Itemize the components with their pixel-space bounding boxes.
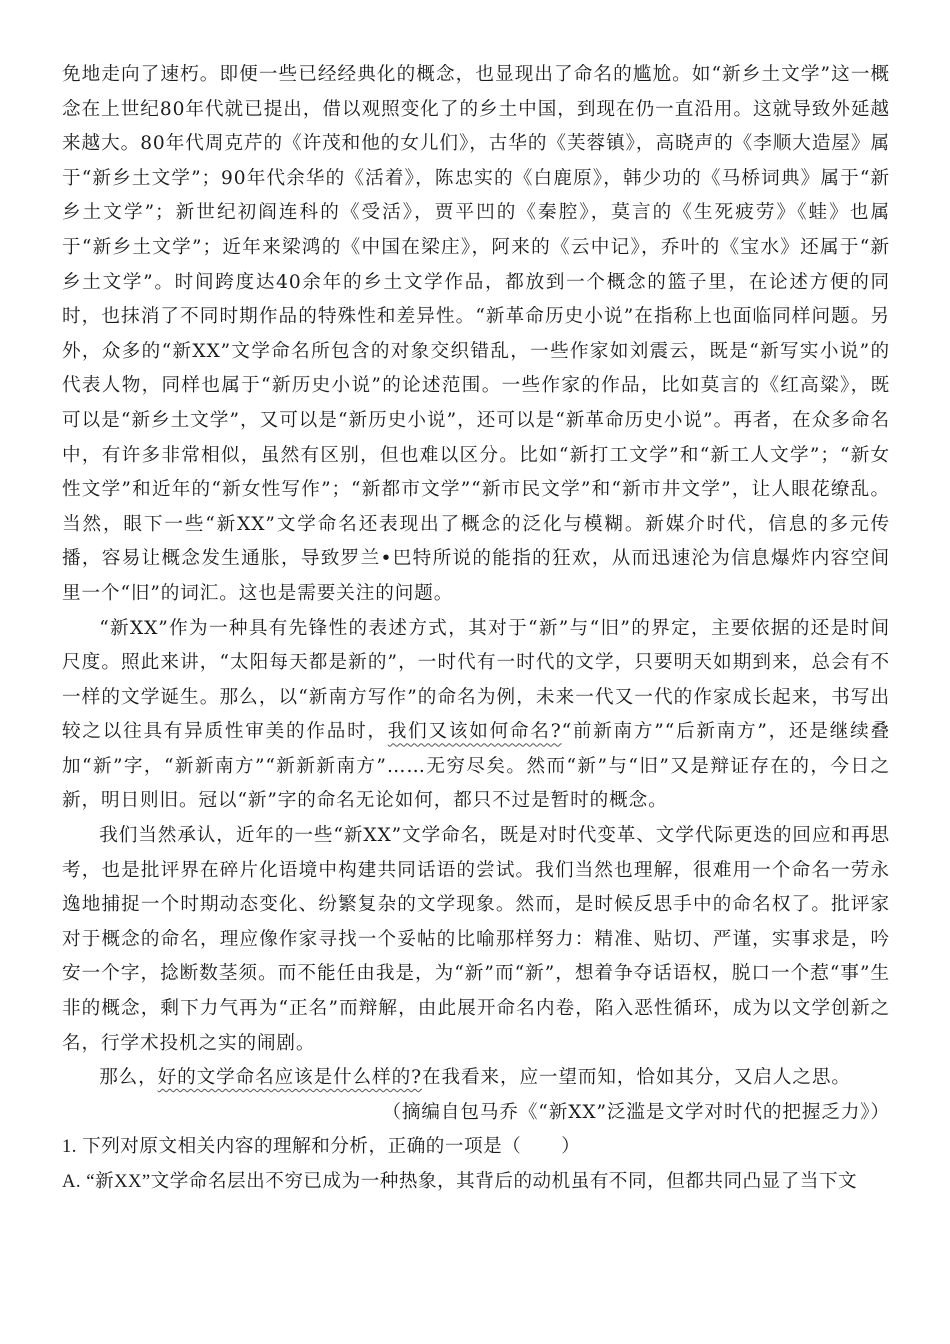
paragraph-1: 免地走向了速朽。即便一些已经经典化的概念，也显现出了命名的尴尬。如“新乡土文学”这一概念在上世纪80年代就已提出，借以观照变化了的乡土中国，到现在仍一直沿用。这就导致外延越来越大。80年代周克芹的《许茂和他的女儿们》，古华的《芙蓉镇》，高晓声的《李顺大造屋》属于“新乡土文学”；90年代余华的《活着》，陈忠实的《白鹿原》，韩少功的《马桥词典》属于“新乡土文学”；新世纪初阎连科的《受活》，贾平凹的《秦腔》，莫言的《生死疲劳》《蛙》也属于“新乡土文学”；近年来梁鸿的《中国在梁庄》，阿来的《云中记》，乔叶的《宝水》还属于“新乡土文学”。时间跨度达40余年的乡土文学作品，都放到一个概念的篮子里，在论述方便的同时，也抹消了不同时期作品的特殊性和差异性。“新革命历史小说”在指称上也面临同样问题。另外，众多的“新XX”文学命名所包含的对象交织错乱，一些作家如刘震云，既是“新写实小说”的代表人物，同样也属于“新历史小说”的论述范围。一些作家的作品，比如莫言的《红高粱》，既可以是“新乡土文学”，又可以是“新历史小说”，还可以是“新革命历史小说”。再者，在众多命名中，有许多非常相似，虽然有区别，但也难以区分。比如“新打工文学”和“新工人文学”；“新女性文学”和近年的“新女性写作”；“新都市文学”“新市民文学”和“新市井文学”，让人眼花缭乱。当然，眼下一些“新XX”文学命名还表现出了概念的泛化与模糊。新媒介时代，信息的多元传播，容易让概念发生通胀，导致罗兰•巴特所说的能指的狂欢，从而迅速沦为信息爆炸内容空间里一个“旧”的词汇。这也是需要关注的问题。 [62,64,890,604]
paragraph-2-before: “新XX”作为一种具有先锋性的表述方式，其对于“新”与“旧”的界定，主要依据的还是时间尺度。照此来讲，“太阳每天都是新的”，一时代有一时代的文学，只要明天如期到来，总会有不一样的文学诞生。那么，以“新南方写作”的命名为例，未来一代又一代的作家成长起来，书写出较之以往具有异质性审美的作品时， [62,617,890,743]
question-1 [62,1130,890,1165]
paragraph-4-after: 在我看来，应一望而知，恰如其分，又启人之思。 [421,1067,851,1089]
paragraph-2-after: “前新南方”“后新南方”，还是继续叠加“新”字，“新新南方”“新新新南方”……无穷尽矣。然而“新”与“旧”又是辩证存在的，今日之新，明日则旧。冠以“新”字的命名无论如何，都只不过是暂时的概念。 [62,721,890,812]
document-page [62,58,890,1200]
option-a: A. “新XX”文学命名层出不穷已成为一种热象，其背后的动机虽有不同，但都共同凸显了当下文 [62,1171,858,1192]
paragraph-4 [62,1061,890,1096]
source-citation: （摘编自包马乔《“新XX”泛滥是文学对时代的把握乏力》） [382,1101,890,1123]
paragraph-3: 我们当然承认，近年的一些“新XX”文学命名，既是对时代变革、文学代际更迭的回应和再思考，也是批评界在碎片化语境中构建共同话语的尝试。我们当然也理解，很难用一个命名一劳永逸地捕捉一个时期动态变化、纷繁复杂的文学现象。然而，是时候反思手中的命名权了。批评家对于概念的命名，理应像作家寻找一个妥帖的比喻那样努力：精准、贴切、严谨，实事求是，吟安一个字，捻断数茎须。而不能任由我是，为“新”而“新”，想着争夺话语权，脱口一个惹“事”生非的概念，剩下力气再为“正名”而辩解，由此展开命名内卷，陷入恶性循环，成为以文学创新之名，行学术投机之实的闹剧。 [62,825,890,1054]
paragraph-2-wavy-underline: 我们又该如何命名? [387,721,562,743]
paragraph-4-before: 那么， [99,1067,158,1089]
question-1-stem: 1. 下列对原文相关内容的理解和分析，正确的一项是（ [62,1136,522,1158]
question-1-close: ） [561,1136,581,1158]
paragraph-2 [62,612,890,820]
paragraph-4-wavy-underline: 好的文学命名应该是什么样的? [157,1067,422,1089]
